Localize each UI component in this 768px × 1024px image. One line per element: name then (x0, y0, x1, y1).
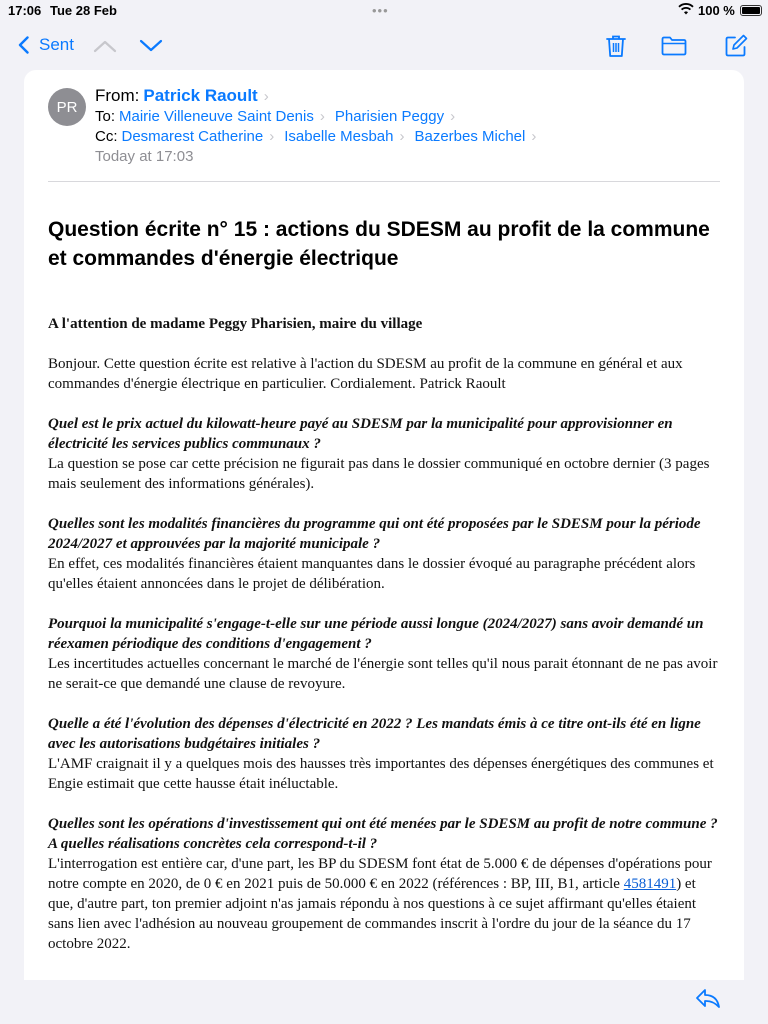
question-block (48, 714, 720, 794)
to-label: To: (95, 108, 116, 125)
answer-text: En effet, ces modalités financières étaient manquantes dans le dossier évoqué au paragraphe précédent alors qu'elles étaient annoncées dans le projet de délibération. (48, 556, 696, 592)
answer-text-part: ) et que, d'autre part, ton premier adjoint n'as jamais répondu à nos questions à ce sujet affirmant qu'elles étaient sans lien avec l'adhésion au nouveau groupement de commandes inscrit à l'ordre du jour de la séance du 17 octobre 2022. (48, 876, 697, 952)
answer-text: L'AMF craignait il y a quelques mois des hausses très importantes des dépenses énergétiques des communes et Engie estimait que cette hausse était inéluctable. (48, 756, 714, 792)
from-label: From: (95, 86, 140, 105)
header-divider (48, 181, 720, 182)
question-block (48, 414, 720, 494)
answer-text: La question se pose car cette précision ne figurait pas dans le dossier communiqué en octobre dernier (3 pages mais seulement des informations générales). (48, 456, 710, 492)
compose-icon[interactable] (722, 32, 750, 60)
to-line (95, 108, 465, 125)
status-bar (0, 0, 768, 22)
question-text: Quel est le prix actuel du kilowatt-heure payé au SDESM par la municipalité pour approvisionner en électricité les services publics communaux ? (48, 416, 673, 452)
timestamp: Today at 17:03 (95, 148, 194, 165)
cc-line (95, 128, 546, 145)
recipient-cc[interactable]: Bazerbes Michel (414, 128, 526, 145)
folder-icon[interactable] (660, 32, 688, 60)
recipient-cc[interactable]: Desmarest Catherine (121, 128, 264, 145)
reply-icon[interactable] (694, 986, 722, 1012)
recipient-to[interactable]: Mairie Villeneuve Saint Denis (119, 108, 314, 125)
recipient-cc[interactable]: Isabelle Mesbah (284, 128, 394, 145)
battery-percent: 100 % (698, 3, 735, 18)
chevron-right-icon: › (269, 128, 275, 145)
chevron-right-icon: › (450, 108, 456, 125)
answer-text (48, 854, 720, 954)
cc-label: Cc: (95, 128, 118, 145)
message-card (24, 70, 744, 980)
multitasking-dots[interactable]: ••• (372, 3, 389, 18)
bottom-bar (24, 980, 744, 1024)
chevron-right-icon: › (399, 128, 405, 145)
from-line (95, 86, 279, 106)
back-label: Sent (39, 35, 74, 54)
trash-icon[interactable] (602, 32, 630, 60)
status-date: Tue 28 Feb (50, 3, 117, 18)
wifi-icon (678, 2, 694, 19)
chevron-up-icon[interactable] (91, 32, 119, 60)
battery-icon (740, 5, 762, 16)
attention-line: A l'attention de madame Peggy Pharisien, maire du village (48, 316, 423, 332)
question-text: Pourquoi la municipalité s'engage-t-elle sur une période aussi longue (2024/2027) sans avoir demandé un réexamen périodique des conditions d'engagement ? (48, 616, 704, 652)
article-link[interactable]: 4581491 (623, 876, 677, 892)
chevron-down-icon[interactable] (137, 32, 165, 60)
avatar[interactable]: PR (48, 88, 86, 126)
question-block (48, 514, 720, 594)
email-body (48, 314, 720, 974)
question-text: Quelles sont les opérations d'investissement qui ont été menées par le SDESM au profit de notre commune ? A quelles réalisations concrètes cela correspond-t-il ? (48, 816, 718, 852)
question-block (48, 814, 720, 954)
chevron-right-icon: › (319, 108, 325, 125)
email-subject: Question écrite n° 15 : actions du SDESM au profit de la commune et commandes d'énergie électrique (48, 218, 710, 270)
question-text: Quelle a été l'évolution des dépenses d'électricité en 2022 ? Les mandats émis à ce titre ont-ils été en ligne avec les autorisations budgétaires initiales ? (48, 716, 701, 752)
recipient-to[interactable]: Pharisien Peggy (334, 108, 445, 125)
question-text: Quelles sont les modalités financières du programme qui ont été proposées par le SDESM pour la période 2024/2027 et approuvées par la majorité municipale ? (48, 516, 701, 552)
intro-paragraph: Bonjour. Cette question écrite est relative à l'action du SDESM au profit de la commune en général et aux commandes d'énergie électrique en particulier. Cordialement. Patrick Raoult (48, 356, 683, 392)
sender-name[interactable]: Patrick Raoult (143, 86, 258, 105)
answer-text-part: L'interrogation est entière car, d'une part, les BP du SDESM font état de 5.000 € de dépenses d'opérations pour notre compte en 2020, de 0 € en 2021 puis de 50.000 € en 2022 (références : BP, III, B1, article (48, 856, 712, 892)
chevron-right-icon: › (531, 128, 537, 145)
question-block (48, 614, 720, 694)
answer-text: Les incertitudes actuelles concernant le marché de l'énergie sont telles qu'il nous parait étonnant de ne pas avoir ne serait-ce que demandé une clause de revoyure. (48, 656, 718, 692)
back-button[interactable] (18, 33, 74, 57)
toolbar (0, 28, 768, 64)
chevron-right-icon: › (263, 88, 269, 105)
status-time: 17:06 (8, 3, 42, 18)
chevron-left-icon (18, 36, 29, 54)
